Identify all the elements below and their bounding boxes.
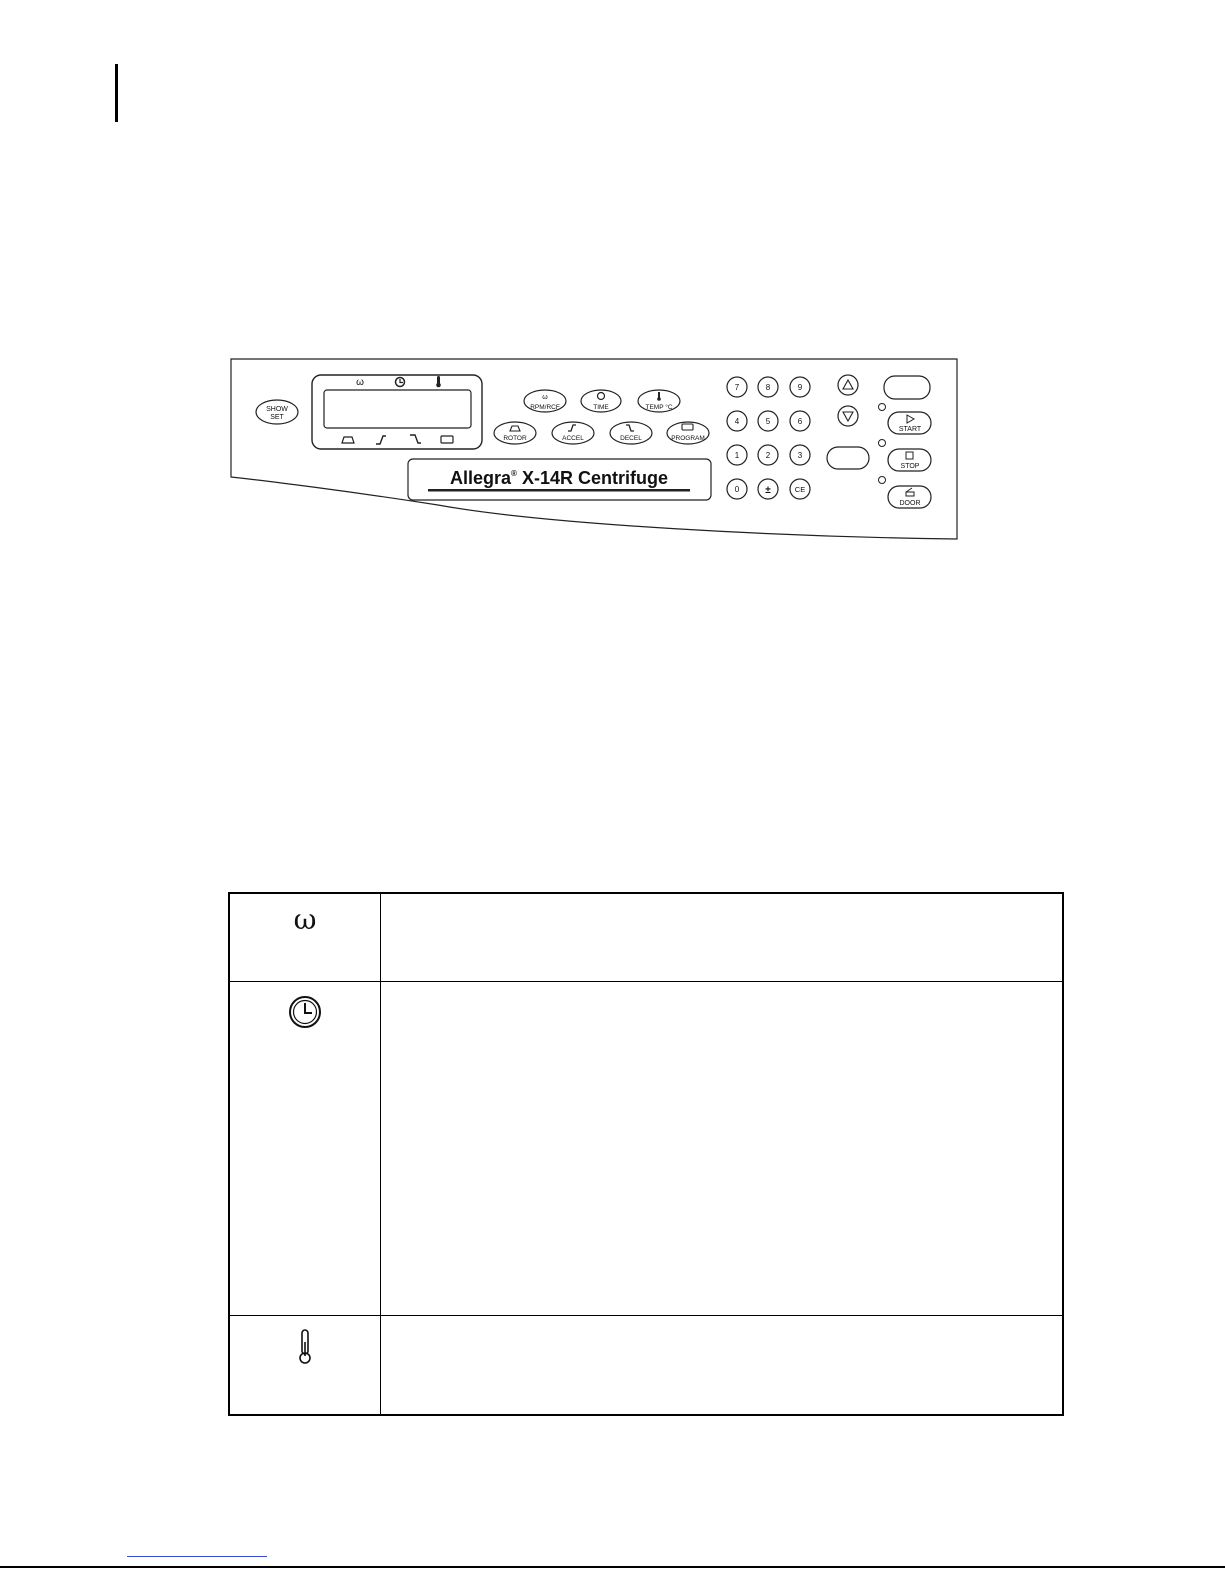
svg-text:RPM/RCF: RPM/RCF	[530, 404, 560, 411]
key-3[interactable]	[790, 445, 810, 465]
svg-text:Allegra® X-14R Centrifuge: Allegra® X-14R Centrifuge	[450, 468, 668, 488]
time-button[interactable]	[581, 390, 621, 412]
up-arrow-button[interactable]	[838, 375, 858, 395]
svg-text:ω: ω	[542, 394, 548, 401]
svg-text:8: 8	[765, 383, 771, 392]
key-7[interactable]	[727, 377, 747, 397]
control-panel-figure	[228, 355, 963, 545]
table-row	[229, 893, 1063, 981]
table-row	[229, 981, 1063, 1315]
door-led	[879, 477, 886, 484]
table-description-cell	[381, 1315, 1064, 1415]
svg-text:ACCEL: ACCEL	[562, 435, 584, 442]
svg-text:CE: CE	[794, 485, 806, 494]
svg-text:SET: SET	[270, 414, 284, 421]
key-1[interactable]	[727, 445, 747, 465]
key-5[interactable]	[758, 411, 778, 431]
svg-text:5: 5	[765, 417, 771, 426]
start-button[interactable]	[888, 412, 931, 434]
footer-rule	[0, 1566, 1225, 1568]
svg-text:7: 7	[734, 383, 740, 392]
stop-led	[879, 440, 886, 447]
svg-text:±: ±	[765, 485, 771, 496]
svg-text:STOP: STOP	[900, 463, 920, 470]
start-led	[879, 404, 886, 411]
key-4[interactable]	[727, 411, 747, 431]
program-button[interactable]	[667, 422, 709, 444]
enter-key[interactable]	[827, 447, 869, 469]
svg-text:START: START	[898, 426, 922, 433]
key-9[interactable]	[790, 377, 810, 397]
decel-button[interactable]	[610, 422, 652, 444]
key-plus-minus[interactable]	[758, 479, 778, 499]
key-2[interactable]	[758, 445, 778, 465]
svg-text:DOOR: DOOR	[899, 500, 921, 507]
brand-nameplate	[408, 459, 711, 500]
key-6[interactable]	[790, 411, 810, 431]
key-ce[interactable]	[790, 479, 810, 499]
svg-text:9: 9	[797, 383, 803, 392]
clock-icon	[287, 994, 323, 1030]
svg-text:6: 6	[797, 417, 803, 426]
stop-button[interactable]	[888, 449, 931, 471]
svg-text:TEMP °C: TEMP °C	[645, 404, 673, 411]
svg-text:3: 3	[797, 451, 803, 460]
thermometer-icon	[295, 1328, 315, 1366]
table-description-cell	[381, 893, 1064, 981]
table-icon-cell	[229, 893, 381, 981]
svg-text:SHOW: SHOW	[266, 406, 288, 413]
show-set-button[interactable]	[256, 400, 298, 424]
table-icon-cell	[229, 981, 381, 1315]
svg-text:TIME: TIME	[593, 404, 609, 411]
lcd-display	[312, 375, 482, 449]
table-row	[229, 1315, 1063, 1415]
table-icon-cell	[229, 1315, 381, 1415]
svg-text:DECEL: DECEL	[620, 435, 642, 442]
rpm-rcf-button[interactable]	[524, 390, 566, 412]
key-0[interactable]	[727, 479, 747, 499]
rotor-button[interactable]	[494, 422, 536, 444]
svg-text:0: 0	[734, 485, 740, 494]
svg-text:2: 2	[765, 451, 771, 460]
display-omega-icon: ω	[356, 377, 364, 388]
display-icon-table	[228, 892, 1064, 1416]
page-edge-marker	[115, 64, 118, 122]
footer-link-underline	[127, 1556, 267, 1557]
blank-control-key[interactable]	[884, 376, 930, 399]
accel-button[interactable]	[552, 422, 594, 444]
down-arrow-button[interactable]	[838, 406, 858, 426]
key-8[interactable]	[758, 377, 778, 397]
temp-button[interactable]	[638, 390, 680, 412]
omega-icon: ω	[293, 903, 317, 936]
svg-text:1: 1	[734, 451, 740, 460]
svg-text:4: 4	[734, 417, 740, 426]
door-button[interactable]	[888, 486, 931, 508]
svg-text:ROTOR: ROTOR	[503, 435, 527, 442]
svg-text:PROGRAM: PROGRAM	[671, 435, 705, 442]
table-description-cell	[381, 981, 1064, 1315]
